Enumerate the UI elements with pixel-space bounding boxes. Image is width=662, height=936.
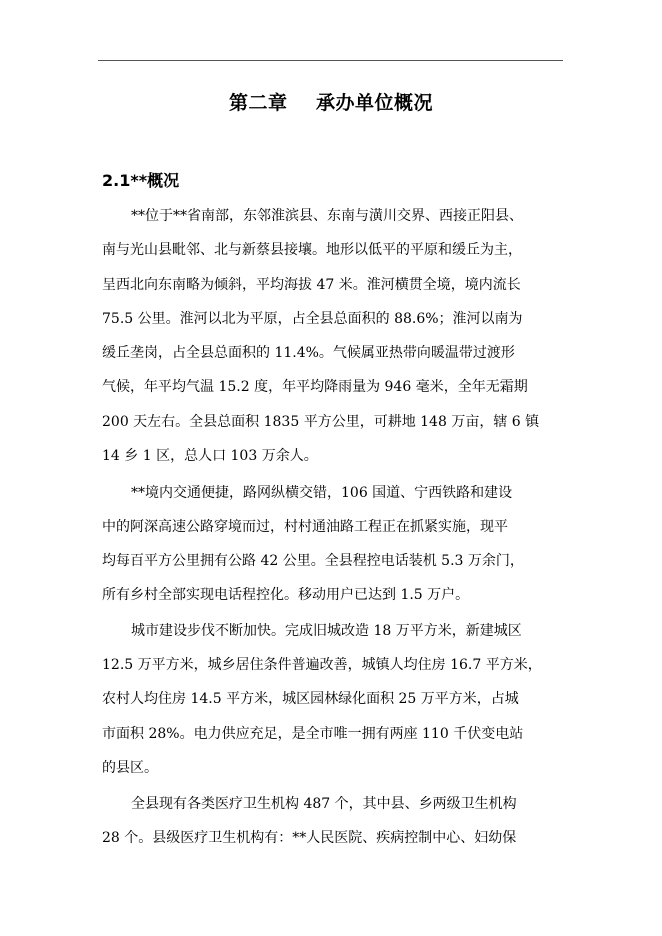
paragraph-line: 缓丘垄岗，占全县总面积的 11.4%。气候属亚热带向暖温带过渡形 — [102, 345, 515, 361]
paragraph-line: 农村人均住房 14.5 平方米，城区园林绿化面积 25 万平方米，占城 — [102, 691, 519, 707]
paragraph-line: 市面积 28%。电力供应充足，是全市唯一拥有两座 110 千伏变电站 — [102, 726, 524, 742]
paragraph-line: 12.5 万平方米，城乡居住条件普遍改善，城镇人均住房 16.7 平方米， — [102, 657, 542, 673]
paragraph-line: 气候，年平均气温 15.2 度，年平均降雨量为 946 毫米，全年无霜期 — [102, 379, 528, 395]
paragraph-line: **境内交通便捷，路网纵横交错，106 国道、宁西铁路和建设 — [131, 485, 513, 501]
paragraph-line: 呈西北向东南略为倾斜，平均海拔 47 米。淮河横贯全境，境内流长 — [102, 277, 521, 293]
paragraph-line: 75.5 公里。淮河以北为平原，占全县总面积的 88.6%；淮河以南为 — [102, 311, 523, 327]
section-heading: 2.1**概况 — [102, 171, 180, 190]
header-rule — [98, 60, 563, 61]
paragraph-line: 城市建设步伐不断加快。完成旧城改造 18 万平方米，新建城区 — [131, 623, 522, 639]
paragraph-line: 28 个。县级医疗卫生机构有：**人民医院、疾病控制中心、妇幼保 — [102, 830, 517, 846]
paragraph-line: 南与光山县毗邻、北与新蔡县接壤。地形以低平的平原和缓丘为主， — [102, 242, 522, 258]
paragraph-line: 中的阿深高速公路穿境而过，村村通油路工程正在抓紧实施，现平 — [102, 519, 508, 535]
paragraph-line: **位于**省南部，东邻淮滨县、东南与潢川交界、西接正阳县、 — [131, 208, 523, 224]
chapter-title: 第二章 承办单位概况 — [229, 92, 433, 114]
paragraph-line: 14 乡 1 区，总人口 103 万余人。 — [102, 448, 318, 464]
paragraph-line: 所有乡村全部实现电话程控化。移动用户已达到 1.5 万户。 — [102, 587, 470, 603]
paragraph-line: 的县区。 — [102, 760, 158, 776]
paragraph-line: 200 天左右。全县总面积 1835 平方公里，可耕地 148 万亩，辖 6 镇 — [102, 414, 540, 430]
paragraph-line: 均每百平方公里拥有公路 42 公里。全县程控电话装机 5.3 万余门， — [102, 553, 524, 569]
paragraph-line: 全县现有各类医疗卫生机构 487 个，其中县、乡两级卫生机构 — [131, 796, 517, 812]
